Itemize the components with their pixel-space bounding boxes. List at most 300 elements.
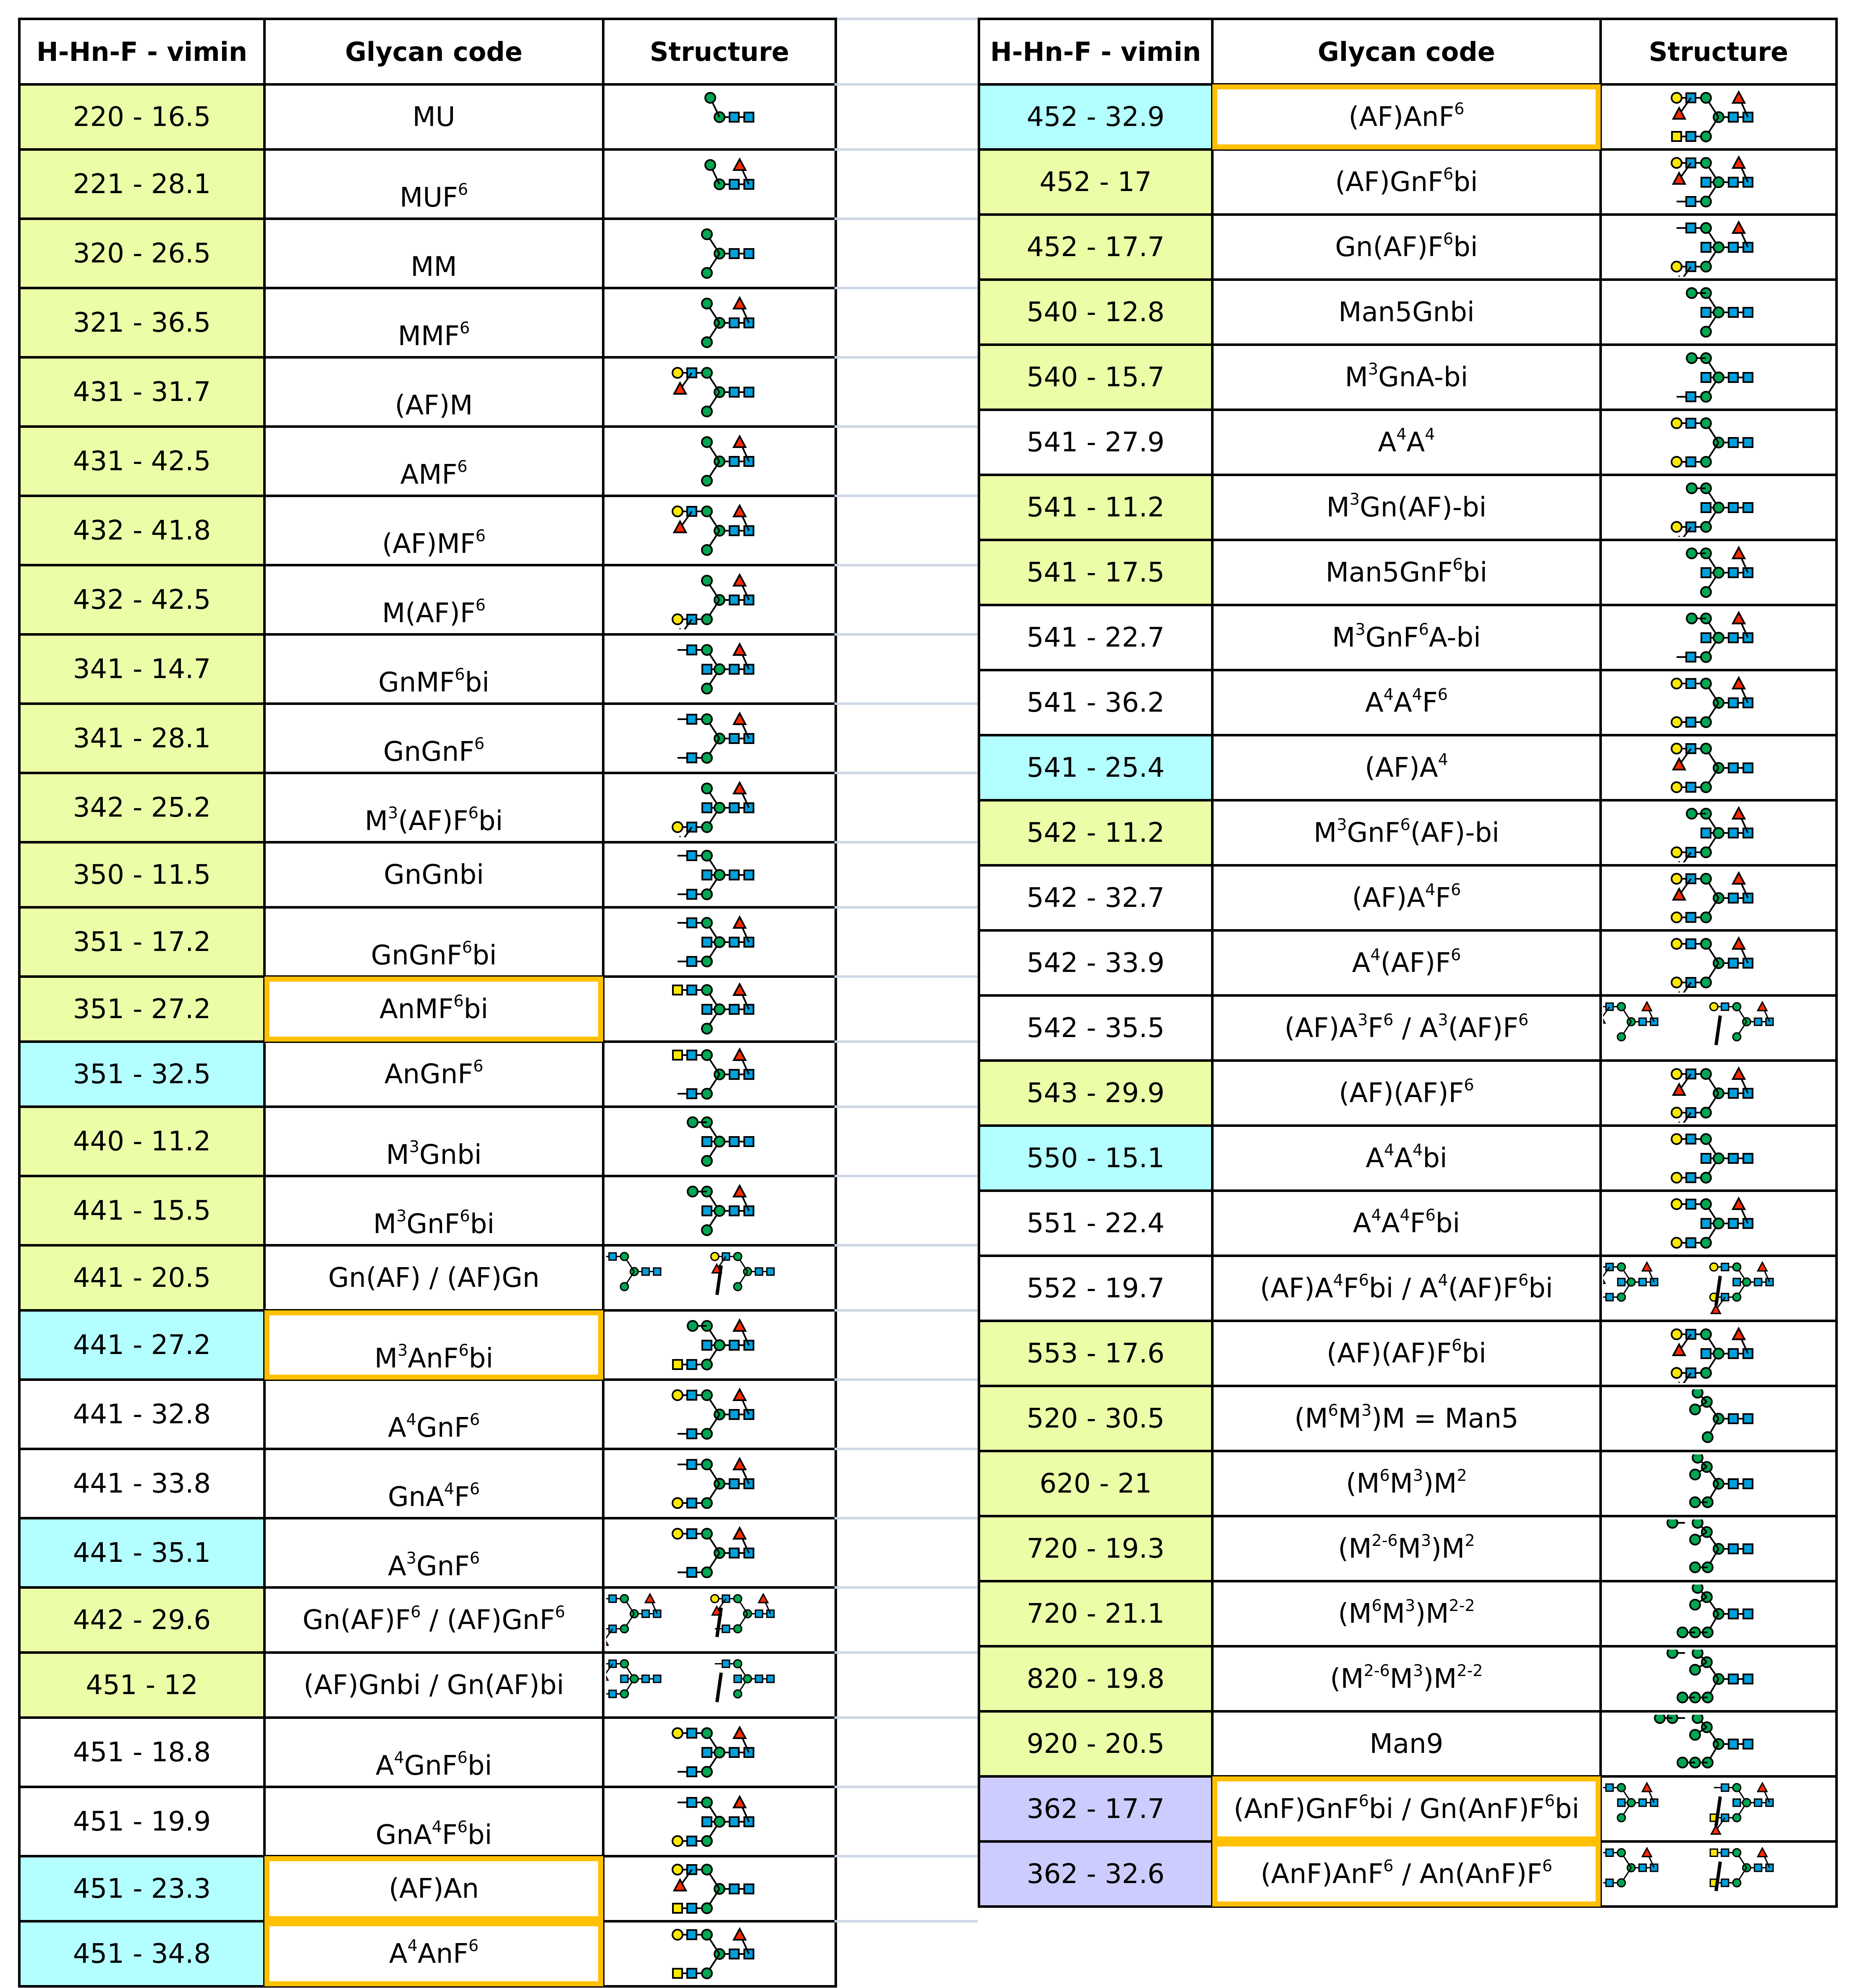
glycan-code-cell bbox=[264, 1787, 603, 1856]
structure-cell bbox=[603, 1176, 836, 1245]
hhnf-vimin-cell: 541 - 22.7 bbox=[979, 605, 1212, 670]
linkage-superscript: 6 bbox=[457, 1748, 468, 1767]
linkage-superscript: 6 bbox=[1383, 1010, 1394, 1029]
hhnf-vimin-cell: 320 - 26.5 bbox=[19, 219, 264, 288]
glycan-code-cell bbox=[1212, 1061, 1601, 1126]
structure-cell bbox=[603, 1042, 836, 1107]
glycan-code-text: bi bbox=[467, 1820, 492, 1851]
header-row bbox=[979, 19, 1837, 84]
linkage-superscript: 6 bbox=[1425, 1205, 1436, 1224]
glycan-structure-icon bbox=[1603, 1389, 1834, 1448]
glycan-code-text: )M bbox=[1431, 1533, 1465, 1564]
hhnf-vimin-cell: 620 - 21 bbox=[979, 1451, 1212, 1516]
glycan-code-text: (AF)M bbox=[395, 390, 473, 421]
hhnf-vimin-cell: 451 - 23.3 bbox=[19, 1856, 264, 1921]
glycan-structure-icon bbox=[1603, 1454, 1834, 1513]
sheet-gridline bbox=[835, 1786, 978, 1788]
glycan-structure-icon bbox=[1603, 739, 1834, 797]
glycan-code-cell-highlighted bbox=[1212, 84, 1601, 149]
structure-cell bbox=[603, 1787, 836, 1856]
linkage-superscript: 3 bbox=[409, 1137, 419, 1156]
hhnf-vimin-cell: 442 - 29.6 bbox=[19, 1587, 264, 1653]
linkage-superscript: 6 bbox=[474, 734, 485, 753]
glycan-code-text: bi bbox=[478, 806, 503, 837]
linkage-superscript: 3 bbox=[406, 1549, 416, 1567]
glycan-code-cell bbox=[1212, 215, 1601, 280]
sheet-gridline bbox=[835, 356, 978, 359]
linkage-superscript: 6 bbox=[1437, 685, 1448, 704]
glycan-code-cell bbox=[264, 219, 603, 288]
glycan-structure-icon bbox=[606, 1792, 833, 1851]
structure-cell bbox=[1601, 345, 1837, 410]
glycan-structure-icon bbox=[606, 1181, 833, 1240]
structure-cell bbox=[1601, 540, 1837, 605]
table-row bbox=[979, 280, 1837, 345]
sheet-gridline bbox=[835, 1175, 978, 1177]
structure-cell bbox=[603, 219, 836, 288]
glycan-structure-icon bbox=[606, 1316, 833, 1375]
glycan-structure-icon bbox=[606, 293, 833, 352]
glycan-structure-icon bbox=[1603, 673, 1834, 732]
structure-cell bbox=[603, 1587, 836, 1653]
structure-cell bbox=[1601, 670, 1837, 735]
sheet-gridline bbox=[835, 1920, 978, 1923]
glycan-code-cell bbox=[264, 634, 603, 704]
glycan-structure-icon bbox=[1603, 1194, 1834, 1253]
hhnf-vimin-cell: 451 - 18.8 bbox=[19, 1718, 264, 1787]
linkage-superscript: 3 bbox=[1349, 490, 1360, 508]
sheet-gridline bbox=[835, 425, 978, 428]
structure-cell bbox=[603, 907, 836, 977]
table-row bbox=[19, 1107, 836, 1176]
hhnf-vimin-cell: 550 - 15.1 bbox=[979, 1126, 1212, 1191]
glycan-structure-icon bbox=[606, 363, 833, 422]
table-row bbox=[979, 670, 1837, 735]
glycan-code-text: MU bbox=[412, 101, 455, 133]
glycan-structure-icon bbox=[606, 1656, 833, 1715]
hhnf-vimin-cell: 432 - 42.5 bbox=[19, 565, 264, 634]
structure-cell bbox=[1601, 1776, 1837, 1841]
linkage-superscript: 6 bbox=[1358, 1270, 1369, 1289]
glycan-code-cell bbox=[1212, 1581, 1601, 1646]
hhnf-vimin-cell: 720 - 19.3 bbox=[979, 1516, 1212, 1581]
glycan-code-cell-highlighted bbox=[264, 977, 603, 1042]
glycan-code-cell bbox=[1212, 800, 1601, 865]
glycan-code-cell bbox=[264, 496, 603, 565]
glycan-code-text: F bbox=[1435, 882, 1451, 914]
glycan-structure-icon bbox=[1603, 348, 1834, 407]
glycan-code-cell bbox=[1212, 345, 1601, 410]
table-row bbox=[19, 84, 836, 149]
glycan-structure-icon bbox=[1603, 413, 1834, 472]
glycan-structure-icon bbox=[606, 709, 833, 768]
linkage-superscript: 3 bbox=[398, 1341, 408, 1359]
glycan-code-text: bi / A bbox=[1368, 1273, 1438, 1304]
glycan-structure-icon bbox=[1603, 869, 1834, 927]
glycan-structure-icon bbox=[606, 846, 833, 904]
glycan-code-text: MUF bbox=[399, 182, 458, 213]
table-row bbox=[19, 357, 836, 427]
glycan-code-cell bbox=[264, 1176, 603, 1245]
glycan-code-cell bbox=[264, 1518, 603, 1587]
glycan-structure-icon bbox=[606, 913, 833, 972]
glycan-code-text: A bbox=[1394, 687, 1412, 718]
table-row bbox=[979, 1581, 1837, 1646]
glycan-code-text: F bbox=[1368, 1012, 1384, 1044]
table-row bbox=[979, 1451, 1837, 1516]
table-row bbox=[979, 930, 1837, 995]
glycan-structure-icon bbox=[606, 1591, 833, 1650]
glycan-code-text: M bbox=[374, 1343, 398, 1374]
glycan-code-text: bi bbox=[468, 1343, 494, 1374]
glycan-code-text: Gn(AF)F bbox=[1335, 231, 1443, 263]
linkage-superscript: 6 bbox=[475, 596, 486, 614]
table-row bbox=[19, 1787, 836, 1856]
sheet-gridline bbox=[835, 1378, 978, 1381]
glycan-code-text: bi bbox=[1528, 1273, 1553, 1304]
sheet-gridline bbox=[835, 772, 978, 774]
table-row bbox=[979, 1776, 1837, 1841]
glycan-structure-icon bbox=[606, 155, 833, 214]
glycan-code-text: A bbox=[1381, 1207, 1400, 1239]
header-glycan-code: Glycan code bbox=[1212, 19, 1601, 84]
hhnf-vimin-cell: 221 - 28.1 bbox=[19, 149, 264, 219]
glycan-code-cell-highlighted bbox=[264, 1921, 603, 1986]
glycan-code-text: bi bbox=[1462, 1338, 1486, 1369]
glycan-code-text: GnMF bbox=[378, 667, 455, 698]
glycan-structure-icon bbox=[1603, 478, 1834, 537]
table-row bbox=[979, 540, 1837, 605]
glycan-structure-icon bbox=[606, 571, 833, 629]
linkage-superscript: 6 bbox=[469, 1410, 480, 1429]
structure-cell bbox=[1601, 280, 1837, 345]
glycan-structure-icon bbox=[606, 1454, 833, 1513]
glycan-code-text: (AF)(AF)F bbox=[1326, 1338, 1452, 1369]
hhnf-vimin-cell: 520 - 30.5 bbox=[979, 1386, 1212, 1451]
glycan-code-text: A bbox=[1352, 947, 1371, 979]
glycan-code-text: / A bbox=[1393, 1012, 1438, 1044]
hhnf-vimin-cell: 540 - 15.7 bbox=[979, 345, 1212, 410]
glycan-code-text: bi bbox=[1453, 231, 1478, 263]
linkage-superscript: 2-2 bbox=[1457, 1661, 1483, 1680]
glycan-code-cell bbox=[264, 1107, 603, 1176]
structure-cell bbox=[603, 1718, 836, 1787]
linkage-superscript: 4 bbox=[394, 1748, 404, 1767]
header-hhnf-vimin: H-Hn-F - vimin bbox=[979, 19, 1212, 84]
structure-cell bbox=[1601, 475, 1837, 540]
glycan-code-text: (M bbox=[1330, 1663, 1364, 1695]
table-row bbox=[19, 1245, 836, 1310]
linkage-superscript: 6 bbox=[1400, 815, 1410, 834]
glycan-code-text: M bbox=[1313, 817, 1337, 849]
table-row bbox=[979, 475, 1837, 540]
hhnf-vimin-cell: 720 - 21.1 bbox=[979, 1581, 1212, 1646]
glycan-code-cell bbox=[1212, 1646, 1601, 1711]
glycan-code-text: (AF)(AF)F bbox=[1339, 1077, 1464, 1109]
table-row bbox=[19, 1449, 836, 1518]
glycan-code-cell bbox=[1212, 475, 1601, 540]
glycan-code-cell bbox=[264, 149, 603, 219]
hhnf-vimin-cell: 441 - 32.8 bbox=[19, 1380, 264, 1449]
glycan-code-cell bbox=[264, 1245, 603, 1310]
linkage-superscript: 4 bbox=[1425, 880, 1436, 899]
glycan-structure-icon bbox=[1603, 608, 1834, 667]
glycan-code-text: Man5GnF bbox=[1325, 557, 1453, 588]
sheet-gridline bbox=[835, 287, 978, 289]
glycan-code-text: A bbox=[389, 1938, 408, 1970]
hhnf-vimin-cell: 441 - 35.1 bbox=[19, 1518, 264, 1587]
table-row bbox=[979, 1386, 1837, 1451]
hhnf-vimin-cell: 321 - 36.5 bbox=[19, 288, 264, 357]
hhnf-vimin-cell: 441 - 27.2 bbox=[19, 1310, 264, 1380]
glycan-code-cell bbox=[264, 1653, 603, 1718]
glycan-code-text: bi bbox=[467, 1750, 492, 1781]
table-row bbox=[19, 1653, 836, 1718]
glycan-code-text: GnF bbox=[404, 1750, 458, 1781]
glycan-code-cell bbox=[1212, 280, 1601, 345]
glycan-code-text: A bbox=[1406, 427, 1425, 458]
glycan-code-text: MM bbox=[411, 251, 457, 283]
table-row bbox=[19, 1310, 836, 1380]
glycan-code-cell bbox=[1212, 1191, 1601, 1256]
structure-cell bbox=[603, 565, 836, 634]
structure-cell bbox=[1601, 1386, 1837, 1451]
linkage-superscript: 6 bbox=[555, 1602, 565, 1621]
table-row bbox=[979, 1256, 1837, 1321]
linkage-superscript: 4 bbox=[1438, 1270, 1448, 1289]
linkage-superscript: 6 bbox=[1443, 229, 1454, 248]
glycan-code-text: bi bbox=[465, 667, 489, 698]
linkage-superscript: 4 bbox=[432, 1818, 442, 1836]
linkage-superscript: 4 bbox=[1384, 1140, 1395, 1159]
table-row bbox=[19, 704, 836, 773]
linkage-superscript: 6 bbox=[1518, 1010, 1529, 1029]
glycan-code-text: A bbox=[1353, 1207, 1371, 1239]
sheet-gridline bbox=[835, 906, 978, 909]
linkage-superscript: 6 bbox=[1418, 620, 1429, 639]
glycan-structure-icon bbox=[1603, 1259, 1834, 1318]
table-row bbox=[19, 634, 836, 704]
linkage-superscript: 2-2 bbox=[1449, 1596, 1475, 1615]
glycan-structure-icon bbox=[1603, 804, 1834, 862]
linkage-superscript: 3 bbox=[1361, 1401, 1372, 1420]
glycan-structure-icon bbox=[606, 1249, 833, 1307]
hhnf-vimin-cell: 452 - 32.9 bbox=[979, 84, 1212, 149]
glycan-code-cell bbox=[264, 84, 603, 149]
linkage-superscript: 6 bbox=[1383, 1856, 1394, 1875]
glycan-code-cell bbox=[264, 842, 603, 907]
glycan-code-cell bbox=[1212, 1256, 1601, 1321]
structure-cell bbox=[1601, 410, 1837, 475]
table-row bbox=[979, 410, 1837, 475]
structure-cell bbox=[1601, 1321, 1837, 1386]
glycan-code-text: GnF bbox=[416, 1412, 470, 1443]
structure-cell bbox=[603, 1449, 836, 1518]
linkage-superscript: 4 bbox=[1396, 424, 1407, 443]
hhnf-vimin-cell: 552 - 19.7 bbox=[979, 1256, 1212, 1321]
header-glycan-code: Glycan code bbox=[264, 19, 603, 84]
glycan-structure-icon bbox=[1603, 1324, 1834, 1383]
structure-cell bbox=[603, 496, 836, 565]
hhnf-vimin-cell: 440 - 11.2 bbox=[19, 1107, 264, 1176]
linkage-superscript: 3 bbox=[1421, 1531, 1431, 1550]
glycan-code-text: bi bbox=[463, 993, 488, 1025]
structure-cell bbox=[1601, 995, 1837, 1061]
glycan-code-text: (M bbox=[1338, 1598, 1372, 1629]
sheet-gridline bbox=[835, 1716, 978, 1719]
glycan-code-text: (AF)A bbox=[1284, 1012, 1358, 1044]
glycan-code-text: A bbox=[387, 1412, 406, 1443]
glycan-code-text: F bbox=[442, 1820, 458, 1851]
table-row bbox=[19, 427, 836, 496]
hhnf-vimin-cell: 351 - 27.2 bbox=[19, 977, 264, 1042]
linkage-superscript: 6 bbox=[411, 1602, 421, 1621]
glycan-code-text: Man9 bbox=[1369, 1728, 1444, 1760]
structure-cell bbox=[603, 149, 836, 219]
table-row bbox=[19, 1176, 836, 1245]
table-row bbox=[19, 1718, 836, 1787]
table-row bbox=[979, 1321, 1837, 1386]
glycan-code-text: GnA bbox=[375, 1820, 432, 1851]
header-row bbox=[19, 19, 836, 84]
table-row bbox=[19, 496, 836, 565]
linkage-superscript: 6 bbox=[1454, 99, 1465, 118]
structure-cell bbox=[603, 84, 836, 149]
sheet-gridline bbox=[835, 564, 978, 566]
glycan-code-text: M bbox=[1389, 1468, 1413, 1499]
sheet-gridline bbox=[835, 1309, 978, 1312]
table-row bbox=[19, 1518, 836, 1587]
glycan-structure-icon bbox=[1603, 1585, 1834, 1643]
glycan-code-text: AnGnF bbox=[384, 1058, 474, 1090]
hhnf-vimin-cell: 431 - 42.5 bbox=[19, 427, 264, 496]
hhnf-vimin-cell: 441 - 20.5 bbox=[19, 1245, 264, 1310]
linkage-superscript: 4 bbox=[1400, 1205, 1410, 1224]
hhnf-vimin-cell: 541 - 36.2 bbox=[979, 670, 1212, 735]
glycan-code-text: F bbox=[454, 1482, 470, 1513]
table-row bbox=[19, 773, 836, 842]
table-row bbox=[19, 907, 836, 977]
glycan-code-text: AMF bbox=[400, 459, 458, 490]
glycan-code-text: (AF)F bbox=[1448, 1012, 1518, 1044]
glycan-structure-icon bbox=[1603, 1650, 1834, 1708]
structure-cell bbox=[1601, 930, 1837, 995]
glycan-code-text: Gn(AF)F bbox=[302, 1604, 411, 1636]
glycan-code-cell bbox=[264, 1380, 603, 1449]
glycan-code-cell bbox=[264, 704, 603, 773]
glycan-code-cell bbox=[1212, 995, 1601, 1061]
glycan-structure-icon bbox=[1603, 153, 1834, 212]
glycan-structure-icon bbox=[606, 501, 833, 560]
linkage-superscript: 2-6 bbox=[1363, 1661, 1390, 1680]
glycan-code-text: (AnF)AnF bbox=[1260, 1858, 1384, 1890]
structure-cell bbox=[603, 977, 836, 1042]
table-row bbox=[19, 1856, 836, 1921]
linkage-superscript: 6 bbox=[457, 1818, 468, 1836]
linkage-superscript: 6 bbox=[1518, 1270, 1529, 1289]
table-row bbox=[19, 1587, 836, 1653]
table-row bbox=[979, 1191, 1837, 1256]
table-row bbox=[979, 735, 1837, 800]
glycan-structure-icon bbox=[606, 640, 833, 699]
linkage-superscript: 6 bbox=[460, 1207, 470, 1225]
glycan-code-text: bi / Gn(AnF)F bbox=[1368, 1793, 1545, 1825]
linkage-superscript: 4 bbox=[1412, 685, 1422, 704]
structure-cell bbox=[1601, 605, 1837, 670]
glycan-structure-icon bbox=[606, 1524, 833, 1582]
structure-cell bbox=[603, 1921, 836, 1986]
structure-cell bbox=[603, 1310, 836, 1380]
linkage-superscript: 6 bbox=[469, 1480, 480, 1498]
structure-cell bbox=[603, 704, 836, 773]
linkage-superscript: 6 bbox=[1379, 1466, 1390, 1485]
glycan-code-text: A bbox=[1366, 1142, 1384, 1174]
linkage-superscript: 3 bbox=[1413, 1661, 1423, 1680]
glycan-code-text: AnMF bbox=[379, 993, 454, 1025]
glycan-code-text: GnGnF bbox=[371, 940, 462, 971]
glycan-code-text: )M bbox=[1423, 1468, 1457, 1499]
glycan-code-cell bbox=[1212, 410, 1601, 475]
table-row bbox=[979, 1061, 1837, 1126]
glycan-code-text: (AF)Gnbi / Gn(AF)bi bbox=[303, 1669, 564, 1701]
table-row bbox=[979, 1841, 1837, 1907]
hhnf-vimin-cell: 541 - 17.5 bbox=[979, 540, 1212, 605]
linkage-superscript: 6 bbox=[1358, 1791, 1369, 1810]
glycan-code-text: A bbox=[1378, 427, 1397, 458]
glycan-code-cell bbox=[264, 427, 603, 496]
glycan-code-text: A-bi bbox=[1429, 622, 1481, 653]
table-row bbox=[19, 1042, 836, 1107]
glycan-structure-icon bbox=[606, 778, 833, 837]
hhnf-vimin-cell: 551 - 22.4 bbox=[979, 1191, 1212, 1256]
glycan-code-cell bbox=[1212, 1321, 1601, 1386]
linkage-superscript: 6 bbox=[1371, 1596, 1382, 1615]
hhnf-vimin-cell: 542 - 33.9 bbox=[979, 930, 1212, 995]
linkage-superscript: 6 bbox=[457, 457, 468, 476]
glycan-code-text: Gn(AF) / (AF)Gn bbox=[328, 1262, 540, 1294]
hhnf-vimin-cell: 362 - 32.6 bbox=[979, 1841, 1212, 1907]
linkage-superscript: 6 bbox=[475, 526, 486, 545]
table-row bbox=[979, 605, 1837, 670]
linkage-superscript: 4 bbox=[1438, 750, 1448, 769]
structure-cell bbox=[1601, 1581, 1837, 1646]
structure-cell bbox=[1601, 1516, 1837, 1581]
linkage-superscript: 4 bbox=[1370, 945, 1381, 964]
glycan-code-text: M bbox=[386, 1139, 409, 1171]
sheet-gridline bbox=[835, 1448, 978, 1450]
hhnf-vimin-cell: 432 - 41.8 bbox=[19, 496, 264, 565]
linkage-superscript: 6 bbox=[453, 991, 464, 1010]
glycan-code-text: Man5Gnbi bbox=[1338, 296, 1475, 328]
glycan-code-text: (M bbox=[1294, 1403, 1328, 1434]
linkage-superscript: 3 bbox=[396, 1207, 407, 1225]
glycan-code-cell-highlighted bbox=[1212, 1776, 1601, 1841]
hhnf-vimin-cell: 441 - 15.5 bbox=[19, 1176, 264, 1245]
hhnf-vimin-cell: 540 - 12.8 bbox=[979, 280, 1212, 345]
sheet-gridline bbox=[835, 217, 978, 220]
glycan-structure-icon bbox=[606, 1045, 833, 1104]
structure-cell bbox=[603, 1653, 836, 1718]
structure-cell bbox=[1601, 1646, 1837, 1711]
glycan-code-text: (AF)-bi bbox=[1410, 817, 1499, 849]
glycan-code-text: bi bbox=[1423, 1142, 1447, 1174]
table-row bbox=[19, 1380, 836, 1449]
linkage-superscript: 4 bbox=[1413, 1140, 1423, 1159]
glycan-code-cell bbox=[264, 773, 603, 842]
structure-cell bbox=[1601, 800, 1837, 865]
glycan-code-text: AnF bbox=[417, 1938, 468, 1970]
linkage-superscript: 3 bbox=[1413, 1466, 1423, 1485]
